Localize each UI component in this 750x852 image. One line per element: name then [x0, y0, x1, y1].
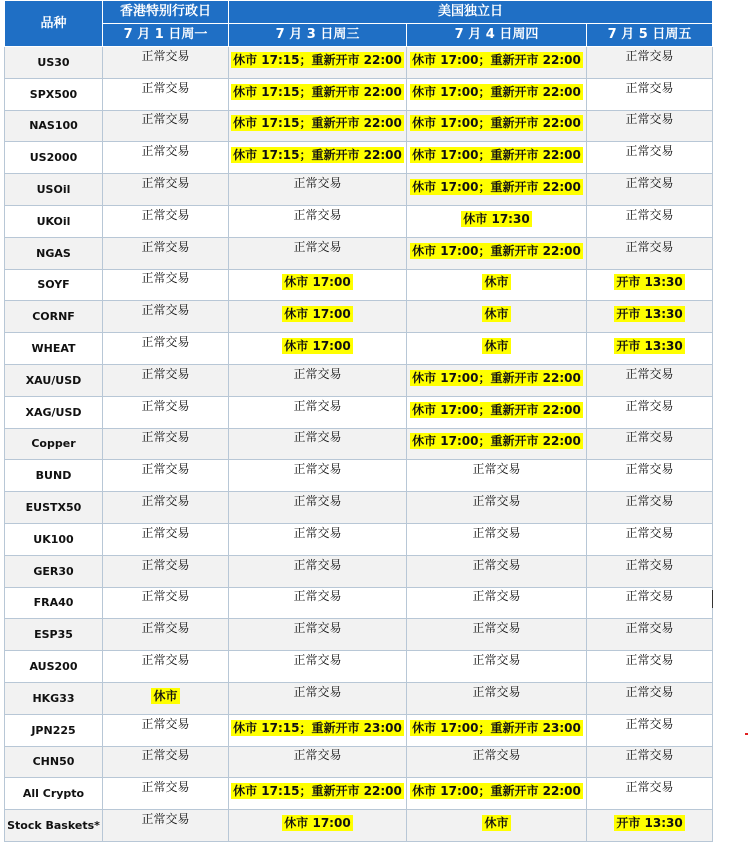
symbol-cell: WHEAT [5, 333, 103, 365]
highlighted-session-text: 休市 17:30 [463, 211, 530, 226]
highlighted-session-text: 休市 17:00 [284, 275, 351, 290]
schedule-cell [103, 269, 229, 301]
schedule-cell [407, 237, 587, 269]
cursor-line [712, 590, 713, 608]
table-row [5, 301, 713, 333]
schedule-cell [103, 333, 229, 365]
schedule-cell [229, 237, 407, 269]
normal-trading-text: 正常交易 [625, 398, 674, 413]
normal-trading-text: 正常交易 [472, 557, 521, 572]
schedule-cell [103, 396, 229, 428]
schedule-cell [229, 523, 407, 555]
schedule-cell [407, 78, 587, 110]
normal-trading-text: 正常交易 [293, 684, 342, 699]
normal-trading-text: 正常交易 [625, 621, 674, 636]
schedule-cell [103, 205, 229, 237]
schedule-cell [229, 682, 407, 714]
schedule-cell [229, 714, 407, 746]
highlighted-session-text: 休市 17:00；重新开市 22:00 [412, 434, 581, 449]
normal-trading-text: 正常交易 [625, 366, 674, 381]
normal-trading-text: 正常交易 [141, 239, 190, 254]
table-row [5, 778, 713, 810]
table-row [5, 555, 713, 587]
schedule-cell [587, 619, 713, 651]
schedule-cell [229, 47, 407, 79]
normal-trading-text: 正常交易 [625, 48, 674, 63]
symbol-cell: HKG33 [5, 682, 103, 714]
schedule-cell [407, 301, 587, 333]
normal-trading-text: 正常交易 [625, 207, 674, 222]
normal-trading-text: 正常交易 [625, 589, 674, 604]
highlighted-session-text: 开市 13:30 [616, 275, 683, 290]
normal-trading-text: 正常交易 [293, 398, 342, 413]
holiday-trading-schedule-table [4, 0, 713, 842]
symbol-cell: ESP35 [5, 619, 103, 651]
highlighted-session-text: 开市 13:30 [616, 816, 683, 831]
schedule-cell [229, 810, 407, 842]
table-row [5, 460, 713, 492]
schedule-cell [407, 523, 587, 555]
normal-trading-text: 正常交易 [625, 144, 674, 159]
schedule-cell [587, 778, 713, 810]
normal-trading-text: 正常交易 [141, 430, 190, 445]
normal-trading-text: 正常交易 [141, 812, 190, 827]
normal-trading-text: 正常交易 [141, 303, 190, 318]
normal-trading-text: 正常交易 [293, 239, 342, 254]
schedule-cell [587, 492, 713, 524]
normal-trading-text: 正常交易 [625, 176, 674, 191]
schedule-cell [587, 333, 713, 365]
highlighted-session-text: 休市 17:00；重新开市 22:00 [412, 52, 581, 67]
date-header-jul1: 7 月 1 日周一 [103, 24, 229, 47]
highlighted-session-text: 休市 17:00；重新开市 23:00 [412, 720, 581, 735]
schedule-cell [103, 460, 229, 492]
schedule-cell [229, 587, 407, 619]
highlighted-session-text: 休市 [484, 275, 509, 290]
schedule-cell [587, 47, 713, 79]
normal-trading-text: 正常交易 [141, 716, 190, 731]
schedule-cell [587, 428, 713, 460]
normal-trading-text: 正常交易 [472, 494, 521, 509]
table-row [5, 237, 713, 269]
normal-trading-text: 正常交易 [141, 176, 190, 191]
table-body [5, 47, 713, 842]
schedule-cell [229, 142, 407, 174]
schedule-cell [407, 714, 587, 746]
table-row [5, 110, 713, 142]
table-row [5, 364, 713, 396]
schedule-cell [407, 396, 587, 428]
normal-trading-text: 正常交易 [472, 621, 521, 636]
table-row [5, 682, 713, 714]
symbol-cell: Stock Baskets* [5, 810, 103, 842]
normal-trading-text: 正常交易 [293, 462, 342, 477]
normal-trading-text: 正常交易 [141, 589, 190, 604]
normal-trading-text: 正常交易 [293, 621, 342, 636]
normal-trading-text: 正常交易 [625, 525, 674, 540]
highlighted-session-text: 休市 [484, 339, 509, 354]
normal-trading-text: 正常交易 [141, 207, 190, 222]
normal-trading-text: 正常交易 [141, 80, 190, 95]
highlighted-session-text: 休市 17:15；重新开市 22:00 [233, 148, 402, 163]
schedule-cell [229, 651, 407, 683]
schedule-cell [103, 237, 229, 269]
schedule-cell [229, 428, 407, 460]
schedule-cell [587, 810, 713, 842]
table-header [5, 1, 713, 47]
normal-trading-text: 正常交易 [472, 525, 521, 540]
normal-trading-text: 正常交易 [625, 494, 674, 509]
symbol-cell: SPX500 [5, 78, 103, 110]
schedule-cell [407, 110, 587, 142]
schedule-cell [229, 492, 407, 524]
schedule-cell [229, 778, 407, 810]
highlighted-session-text: 休市 17:00 [284, 307, 351, 322]
highlighted-session-text: 休市 17:00；重新开市 22:00 [412, 370, 581, 385]
normal-trading-text: 正常交易 [293, 525, 342, 540]
highlighted-session-text: 休市 17:15；重新开市 22:00 [233, 84, 402, 99]
schedule-cell [407, 364, 587, 396]
schedule-cell [407, 205, 587, 237]
symbol-cell: AUS200 [5, 651, 103, 683]
schedule-cell [103, 47, 229, 79]
symbol-cell: SOYF [5, 269, 103, 301]
schedule-cell [229, 78, 407, 110]
schedule-cell [407, 142, 587, 174]
normal-trading-text: 正常交易 [625, 430, 674, 445]
normal-trading-text: 正常交易 [141, 494, 190, 509]
symbol-cell: NAS100 [5, 110, 103, 142]
schedule-cell [229, 746, 407, 778]
table-row [5, 651, 713, 683]
table-row [5, 428, 713, 460]
us-holiday-header: 美国独立日 [229, 1, 713, 24]
schedule-cell [229, 460, 407, 492]
highlighted-session-text: 休市 17:00；重新开市 22:00 [412, 180, 581, 195]
highlighted-session-text: 休市 17:00；重新开市 22:00 [412, 116, 581, 131]
normal-trading-text: 正常交易 [141, 366, 190, 381]
schedule-cell [587, 523, 713, 555]
schedule-cell [587, 174, 713, 206]
highlighted-session-text: 休市 17:15；重新开市 22:00 [233, 52, 402, 67]
symbol-cell: UKOil [5, 205, 103, 237]
schedule-cell [229, 333, 407, 365]
schedule-cell [407, 619, 587, 651]
symbol-cell: GER30 [5, 555, 103, 587]
normal-trading-text: 正常交易 [625, 239, 674, 254]
normal-trading-text: 正常交易 [141, 653, 190, 668]
normal-trading-text: 正常交易 [141, 144, 190, 159]
schedule-cell [587, 396, 713, 428]
symbol-cell: BUND [5, 460, 103, 492]
normal-trading-text: 正常交易 [625, 112, 674, 127]
schedule-cell [407, 587, 587, 619]
highlighted-session-text: 休市 17:00；重新开市 22:00 [412, 148, 581, 163]
schedule-cell [407, 174, 587, 206]
schedule-cell [103, 142, 229, 174]
schedule-cell [103, 523, 229, 555]
red-mark [745, 733, 748, 735]
highlighted-session-text: 休市 17:00；重新开市 22:00 [412, 243, 581, 258]
table-row [5, 492, 713, 524]
table-row [5, 619, 713, 651]
schedule-cell [407, 47, 587, 79]
symbol-cell: FRA40 [5, 587, 103, 619]
normal-trading-text: 正常交易 [293, 430, 342, 445]
schedule-cell [587, 237, 713, 269]
normal-trading-text: 正常交易 [293, 366, 342, 381]
schedule-cell [229, 110, 407, 142]
date-header-jul3: 7 月 3 日周三 [229, 24, 407, 47]
schedule-cell [407, 269, 587, 301]
symbol-cell: XAU/USD [5, 364, 103, 396]
schedule-cell [103, 810, 229, 842]
highlighted-session-text: 休市 17:00；重新开市 22:00 [412, 84, 581, 99]
normal-trading-text: 正常交易 [472, 684, 521, 699]
schedule-cell [103, 619, 229, 651]
normal-trading-text: 正常交易 [141, 557, 190, 572]
schedule-cell [407, 778, 587, 810]
schedule-cell [103, 492, 229, 524]
normal-trading-text: 正常交易 [141, 112, 190, 127]
symbol-cell: XAG/USD [5, 396, 103, 428]
normal-trading-text: 正常交易 [625, 462, 674, 477]
highlighted-session-text: 开市 13:30 [616, 307, 683, 322]
schedule-cell [229, 205, 407, 237]
schedule-cell [103, 428, 229, 460]
schedule-cell [103, 714, 229, 746]
normal-trading-text: 正常交易 [625, 557, 674, 572]
schedule-cell [587, 587, 713, 619]
date-header-jul4: 7 月 4 日周四 [407, 24, 587, 47]
normal-trading-text: 正常交易 [472, 462, 521, 477]
symbol-cell: US30 [5, 47, 103, 79]
table-row [5, 810, 713, 842]
schedule-cell [103, 555, 229, 587]
symbol-cell: CORNF [5, 301, 103, 333]
table-row [5, 47, 713, 79]
normal-trading-text: 正常交易 [625, 716, 674, 731]
normal-trading-text: 正常交易 [141, 271, 190, 286]
normal-trading-text: 正常交易 [293, 557, 342, 572]
symbol-cell: UK100 [5, 523, 103, 555]
normal-trading-text: 正常交易 [141, 398, 190, 413]
normal-trading-text: 正常交易 [472, 653, 521, 668]
highlighted-session-text: 休市 17:00 [284, 339, 351, 354]
schedule-cell [229, 269, 407, 301]
schedule-cell [229, 619, 407, 651]
schedule-cell [407, 682, 587, 714]
schedule-cell [103, 174, 229, 206]
symbol-cell: CHN50 [5, 746, 103, 778]
highlighted-session-text: 休市 17:00；重新开市 22:00 [412, 784, 581, 799]
schedule-cell [407, 746, 587, 778]
highlighted-session-text: 休市 [153, 688, 178, 703]
symbol-cell: All Crypto [5, 778, 103, 810]
normal-trading-text: 正常交易 [625, 748, 674, 763]
table-row [5, 396, 713, 428]
normal-trading-text: 正常交易 [472, 589, 521, 604]
symbol-cell: EUSTX50 [5, 492, 103, 524]
normal-trading-text: 正常交易 [293, 207, 342, 222]
schedule-cell [103, 78, 229, 110]
schedule-cell [407, 555, 587, 587]
schedule-cell [229, 396, 407, 428]
highlighted-session-text: 休市 [484, 816, 509, 831]
highlighted-session-text: 休市 17:00；重新开市 22:00 [412, 402, 581, 417]
schedule-cell [587, 142, 713, 174]
table-row [5, 269, 713, 301]
symbol-cell: Copper [5, 428, 103, 460]
hk-holiday-header: 香港特别行政日 [103, 1, 229, 24]
schedule-cell [587, 205, 713, 237]
symbol-cell: JPN225 [5, 714, 103, 746]
schedule-cell [103, 746, 229, 778]
schedule-cell [103, 587, 229, 619]
highlighted-session-text: 休市 17:00 [284, 816, 351, 831]
table-row [5, 78, 713, 110]
normal-trading-text: 正常交易 [293, 653, 342, 668]
schedule-cell [407, 333, 587, 365]
symbol-cell: USOil [5, 174, 103, 206]
table-row [5, 205, 713, 237]
schedule-cell [407, 460, 587, 492]
schedule-cell [587, 78, 713, 110]
normal-trading-text: 正常交易 [141, 780, 190, 795]
schedule-cell [407, 492, 587, 524]
highlighted-session-text: 休市 17:15；重新开市 22:00 [233, 784, 402, 799]
normal-trading-text: 正常交易 [472, 748, 521, 763]
table-row [5, 333, 713, 365]
schedule-cell [587, 460, 713, 492]
schedule-cell [587, 714, 713, 746]
symbol-cell: NGAS [5, 237, 103, 269]
schedule-cell [407, 428, 587, 460]
normal-trading-text: 正常交易 [625, 684, 674, 699]
normal-trading-text: 正常交易 [141, 621, 190, 636]
normal-trading-text: 正常交易 [293, 748, 342, 763]
schedule-cell [587, 364, 713, 396]
schedule-cell [229, 364, 407, 396]
schedule-cell [587, 110, 713, 142]
schedule-cell [407, 810, 587, 842]
highlighted-session-text: 休市 [484, 307, 509, 322]
schedule-cell [407, 651, 587, 683]
schedule-cell [103, 682, 229, 714]
schedule-cell [103, 651, 229, 683]
normal-trading-text: 正常交易 [141, 462, 190, 477]
schedule-cell [587, 746, 713, 778]
normal-trading-text: 正常交易 [141, 48, 190, 63]
normal-trading-text: 正常交易 [293, 589, 342, 604]
normal-trading-text: 正常交易 [625, 653, 674, 668]
schedule-cell [587, 555, 713, 587]
schedule-cell [229, 301, 407, 333]
table-row [5, 174, 713, 206]
schedule-cell [229, 555, 407, 587]
normal-trading-text: 正常交易 [293, 176, 342, 191]
schedule-cell [587, 651, 713, 683]
schedule-cell [103, 364, 229, 396]
date-header-jul5: 7 月 5 日周五 [587, 24, 713, 47]
normal-trading-text: 正常交易 [141, 748, 190, 763]
table-row [5, 587, 713, 619]
table-row [5, 714, 713, 746]
table-row [5, 523, 713, 555]
schedule-cell [587, 682, 713, 714]
normal-trading-text: 正常交易 [141, 525, 190, 540]
symbol-column-header: 品种 [5, 1, 103, 47]
table-row [5, 746, 713, 778]
schedule-cell [587, 301, 713, 333]
symbol-cell: US2000 [5, 142, 103, 174]
normal-trading-text: 正常交易 [141, 335, 190, 350]
table-row [5, 142, 713, 174]
highlighted-session-text: 开市 13:30 [616, 339, 683, 354]
highlighted-session-text: 休市 17:15；重新开市 23:00 [233, 720, 402, 735]
schedule-cell [103, 778, 229, 810]
normal-trading-text: 正常交易 [625, 780, 674, 795]
normal-trading-text: 正常交易 [625, 80, 674, 95]
schedule-cell [587, 269, 713, 301]
schedule-cell [103, 110, 229, 142]
schedule-cell [229, 174, 407, 206]
schedule-cell [103, 301, 229, 333]
highlighted-session-text: 休市 17:15；重新开市 22:00 [233, 116, 402, 131]
normal-trading-text: 正常交易 [293, 494, 342, 509]
